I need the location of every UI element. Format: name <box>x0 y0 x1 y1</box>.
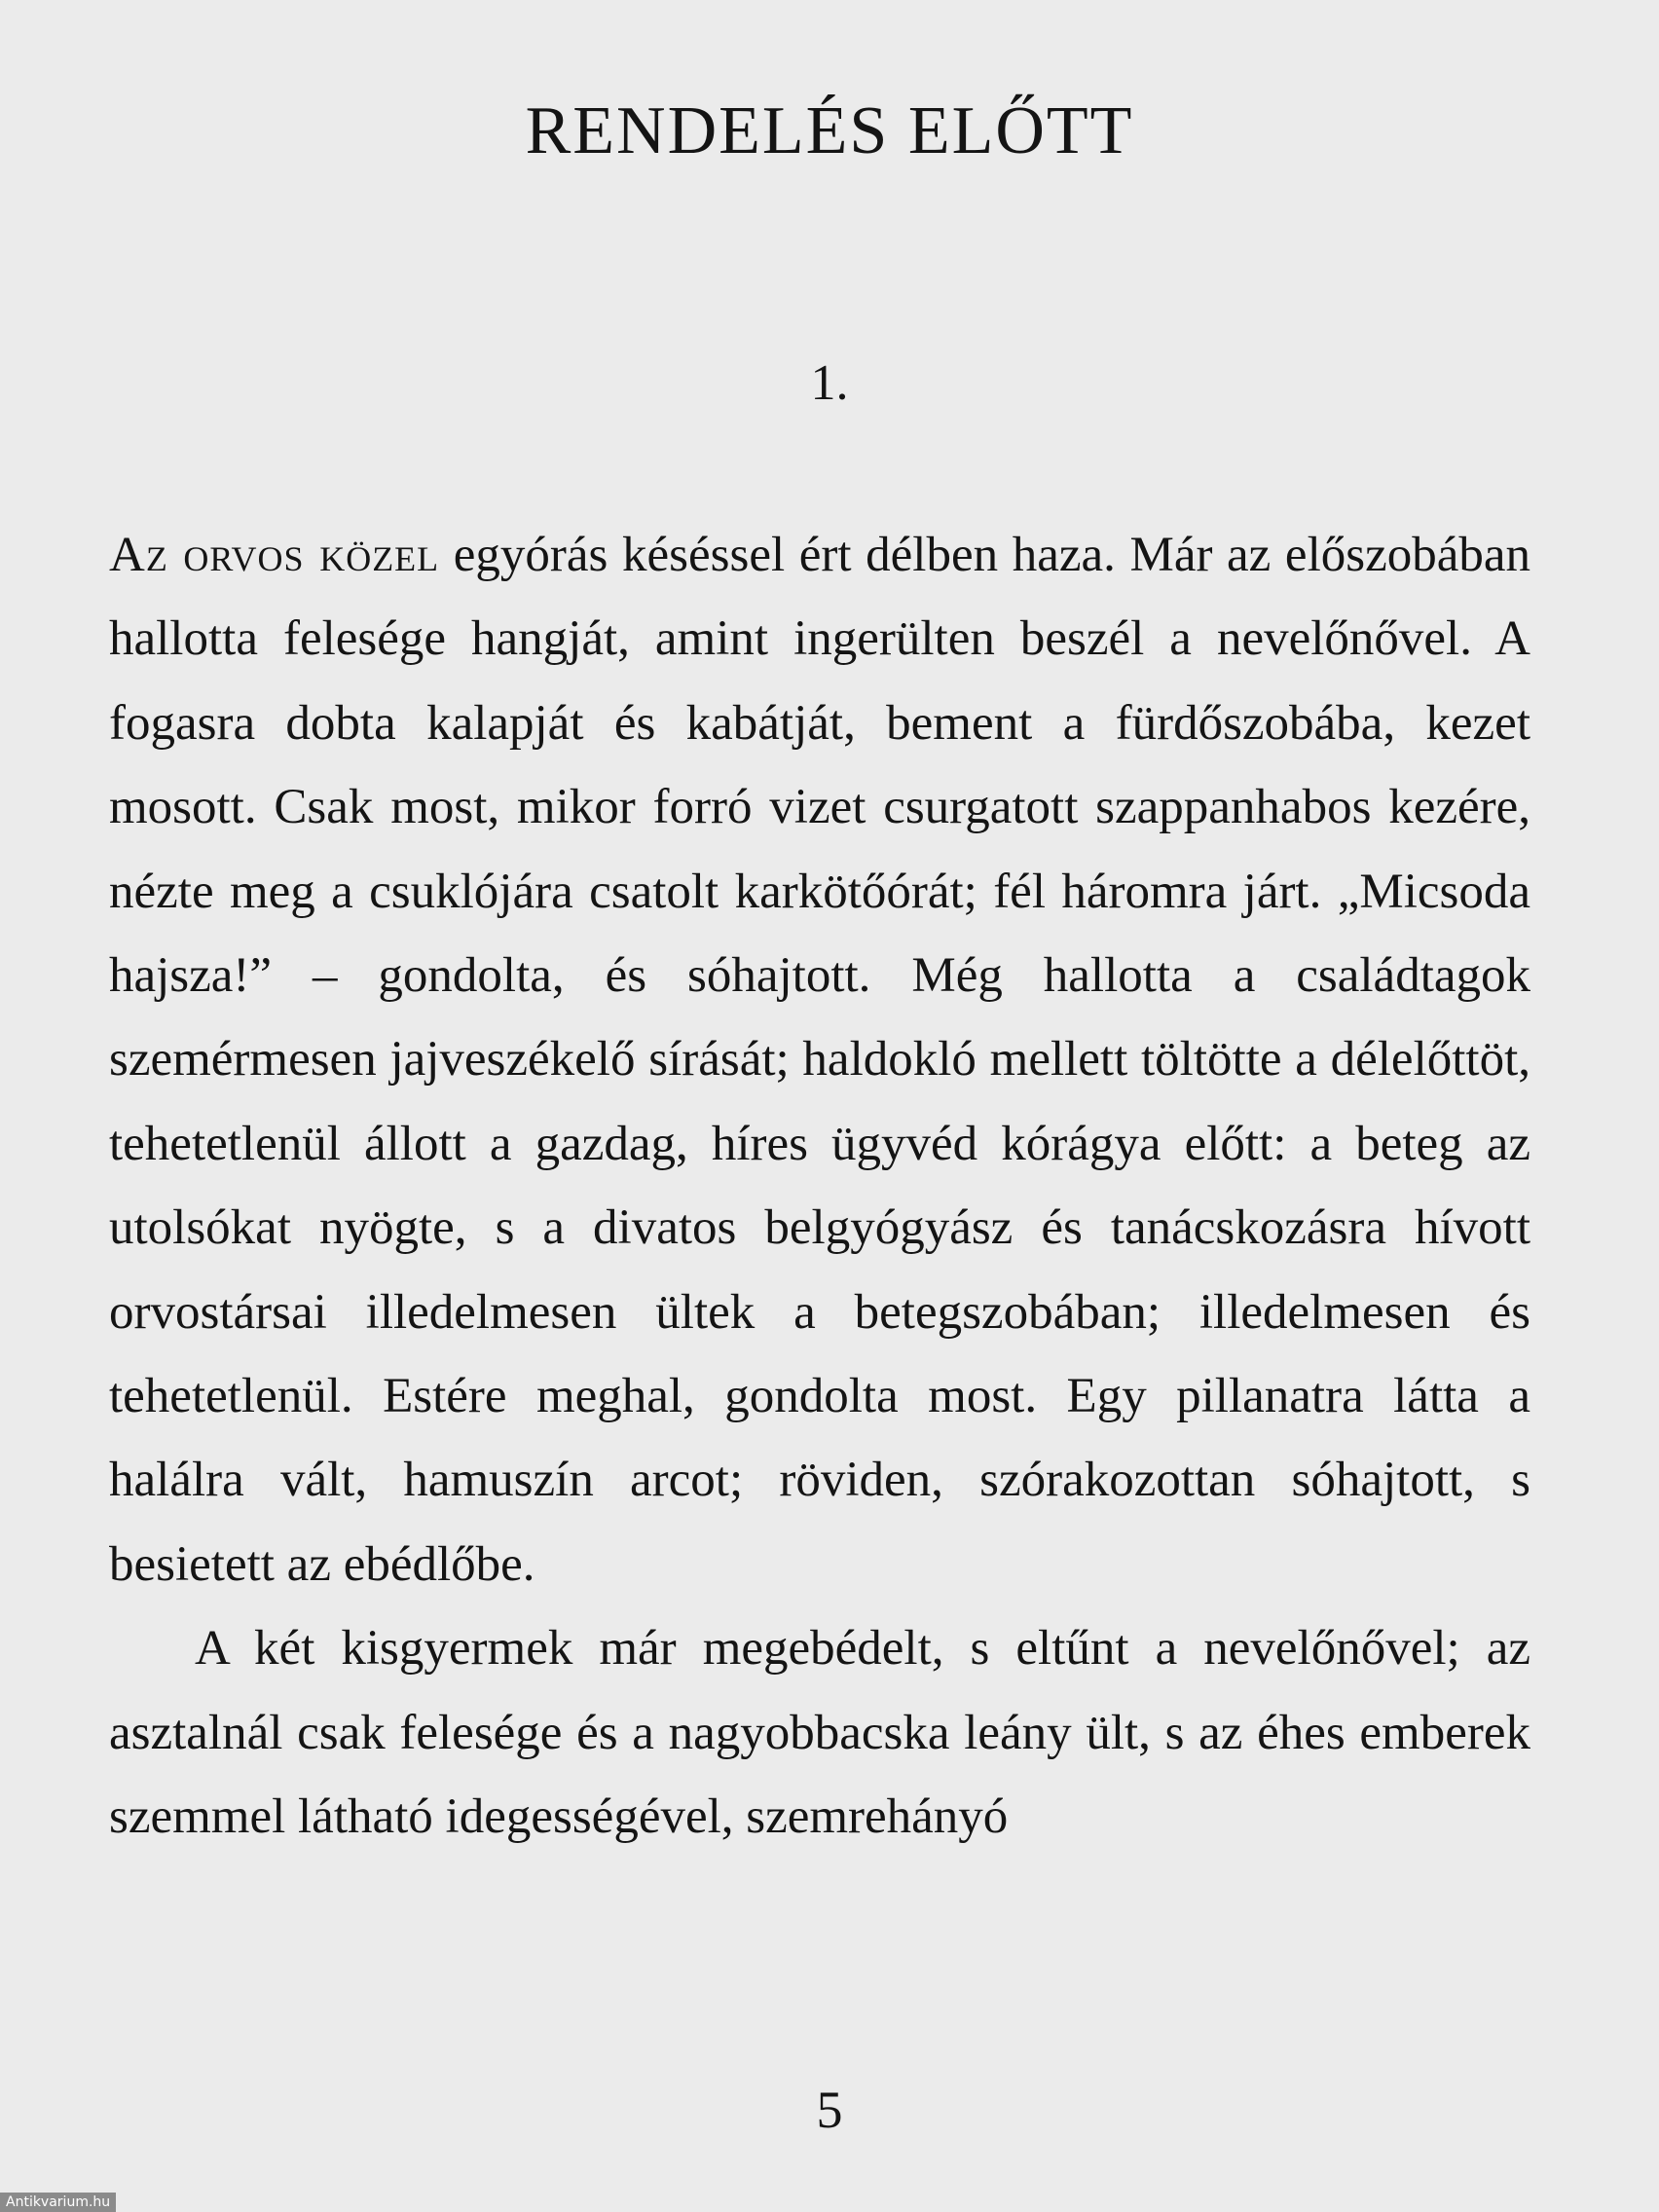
paragraph-2: A két kisgyermek már megebédelt, s eltűnt a nevelőnővel; az asztalnál csak felesége és a nagyobbacska leány ült, s az éhes emberek szemmel látható idegességével, szemrehányó <box>109 1621 1530 1845</box>
chapter-number: 1. <box>810 355 849 411</box>
watermark: Antikvarium.hu <box>0 2193 116 2212</box>
page-number: 5 <box>816 2081 843 2139</box>
paragraph-lead-smallcaps: Az orvos közel <box>109 528 440 582</box>
chapter-title: RENDELÉS ELŐTT <box>525 93 1134 168</box>
body-text <box>109 513 1530 1860</box>
paragraph-1 <box>109 513 1530 1606</box>
paragraph-1-text: egyórás késéssel ért délben haza. Már az előszobában hallotta felesége hangját, amint ingerülten beszél a nevelőnővel. A fogasra dobta kalapját és kabátját, bement a fürdőszobába, kezet mosott. Csak most, mikor forró vizet csurgatott szappanhabos kezére, nézte meg a csuklójára csatolt karkötőórát; fél háromra járt. „Micsoda hajsza!” – gondolta, és sóhajtott. Még hallotta a családtagok szemérmesen jajveszékelő sírását; haldokló mellett töltötte a délelőttöt, tehetetlenül állott a gazdag, híres ügyvéd kórágya előtt: a beteg az utolsókat nyögte, s a divatos belgyógyász és tanácskozásra hívott orvostársai illedelmesen ültek a betegszobában; illedelmesen és tehetetlenül. Estére meghal, gondolta most. Egy pillanatra látta a halálra vált, hamuszín arcot; röviden, szórakozottan sóhajtott, s besietett az ebédlőbe. <box>109 528 1530 1592</box>
